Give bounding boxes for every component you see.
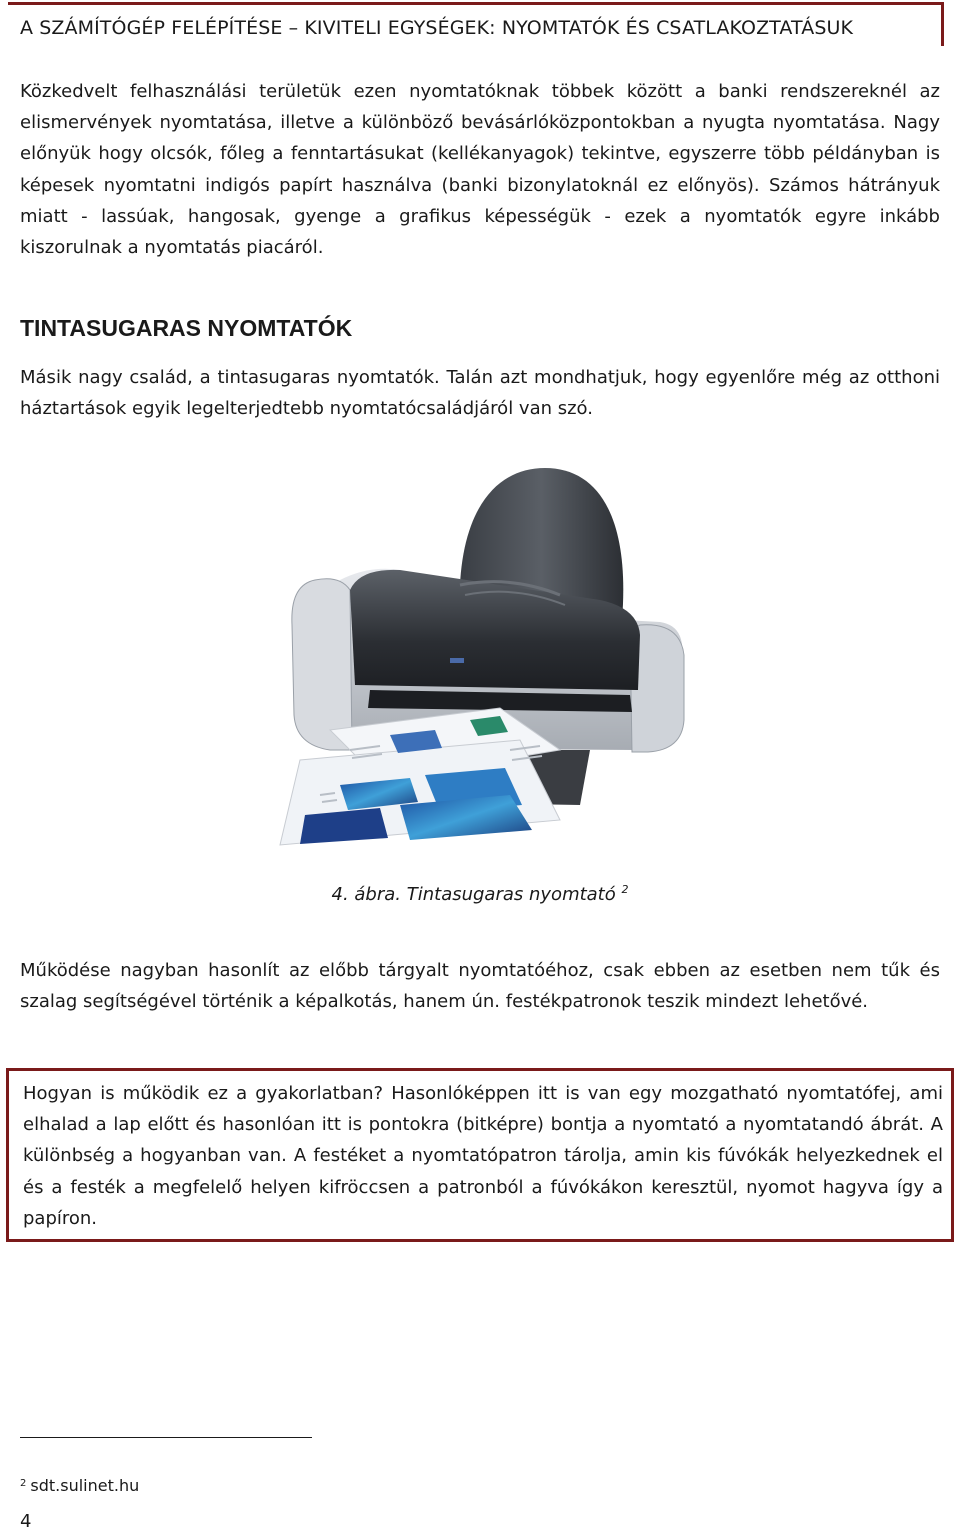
figure-caption-text: 4. ábra. Tintasugaras nyomtató xyxy=(331,884,616,905)
footnote xyxy=(20,1476,139,1495)
paragraph-inkjet-practice: Hogyan is működik ez a gyakorlatban? Hasonlóképpen itt is van egy mozgatható nyomtatófej, ami elhalad a lap előtt és hasonlóan itt is pontokra (bitképre) bontja a nyomtató a nyomtatandó ábrát. A különbség a hogyanban van. A festéket a nyomtatópatron tárolja, amin kis fúvókák helyezkednek el és a festék a megfelelő helyen kifröccsen a patronból a fúvókákon keresztül, nyomot hagyva így a papíron. xyxy=(23,1083,943,1229)
section-title: TINTASUGARAS NYOMTATÓK xyxy=(20,315,353,341)
footnote-text: sdt.sulinet.hu xyxy=(30,1476,140,1495)
inkjet-printer-image xyxy=(260,450,700,860)
footnote-divider xyxy=(20,1437,312,1438)
header-title: A SZÁMÍTÓGÉP FELÉPÍTÉSE – KIVITELI EGYSÉGEK: NYOMTATÓK ÉS CSATLAKOZTATÁSUK xyxy=(20,17,854,39)
paragraph-dot-matrix-uses: Közkedvelt felhasználási területük ezen nyomtatóknak többek között a banki rendszereknél az elismervények nyomtatása, illetve a különböző bevásárlóközpontokban a nyugta nyomtatása. Nagy előnyük hogy olcsók, főleg a fenntartásukat (kellékanyagok) tekintve, egyszerre több példányban is képesek nyomtatni indigós papírt használva (banki bizonylatoknál ez előnyös). Számos hátrányuk miatt - lassúak, hangosak, gyenge a grafikus képességük - ezek a nyomtatók egyre inkább kiszorulnak a nyomtatás piacáról. xyxy=(20,81,940,259)
figure-caption xyxy=(0,876,960,909)
footnote-number: 2 xyxy=(20,1478,27,1489)
figure-footnote-ref: 2 xyxy=(621,883,629,896)
page-header xyxy=(8,2,944,46)
page-number: 4 xyxy=(20,1511,32,1532)
highlight-box xyxy=(6,1068,954,1242)
paragraph-inkjet-operation: Működése nagyban hasonlít az előbb tárgyalt nyomtatóéhoz, csak ebben az esetben nem tűk és szalag segítségével történik a képalkotás, hanem ún. festékpatronok teszik mindezt lehetővé. xyxy=(20,960,940,1013)
paragraph-inkjet-intro: Másik nagy család, a tintasugaras nyomtatók. Talán azt mondhatjuk, hogy egyenlőre még az otthoni háztartások egyik legelterjedtebb nyomtatócsaládjáról van szó. xyxy=(20,367,940,420)
